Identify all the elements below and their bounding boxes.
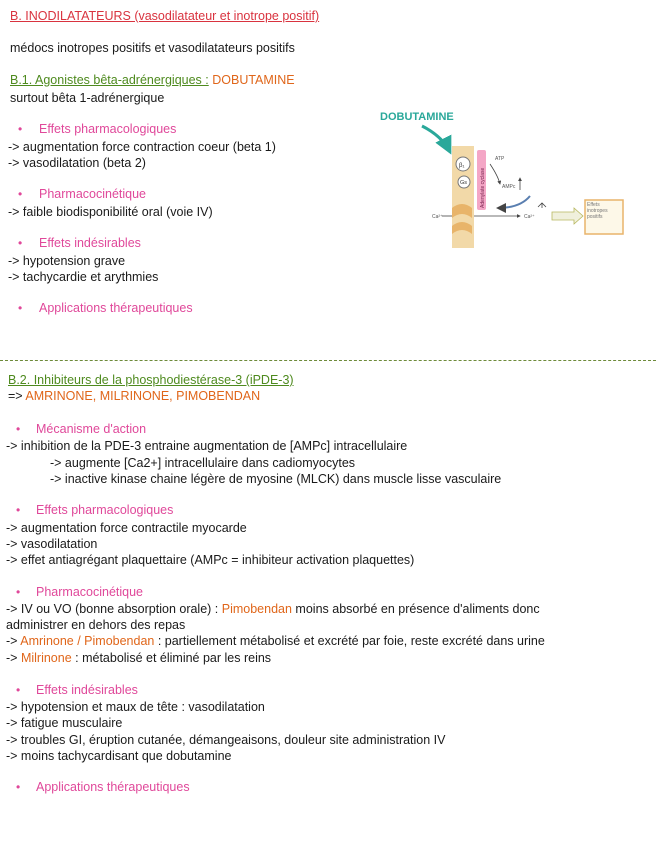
b2-pk-line: [6, 651, 271, 665]
b2-mecanisme-line: -> inhibition de la PDE-3 entraine augmentation de [AMPc] intracellulaire: [6, 439, 408, 453]
ca-out-label: Ca²⁺: [432, 214, 443, 220]
ca-in-label: Ca²⁺: [524, 214, 535, 220]
b1-effets-indesirables-title: Effets indésirables: [39, 236, 141, 250]
section-divider: [0, 360, 656, 361]
b2-pk-drug: Milrinone: [20, 651, 72, 665]
b1-effets-pharmaco-title: Effets pharmacologiques: [39, 122, 177, 136]
b2-effets-indesirables-title: Effets indésirables: [36, 683, 138, 697]
beta-label: β₁: [459, 163, 465, 169]
effect-box-label: Effets inotropes positifs: [587, 202, 608, 220]
drug-arrow-icon: [422, 126, 450, 152]
b1-subtitle: surtout bêta 1-adrénergique: [10, 91, 165, 105]
b2-effet-line: -> augmentation force contractile myocarde: [6, 521, 247, 535]
b2-mecanisme-line: -> augmente [Ca2+] intracellulaire dans cadiomyocytes: [50, 456, 356, 470]
b2-drugs-row: [8, 389, 260, 403]
atp-label: ATP: [495, 156, 505, 162]
b2-pk-text: : métabolisé et éliminé par les reins: [71, 651, 272, 665]
b2-mecanisme-title: Mécanisme d'action: [36, 422, 147, 436]
b1-ei-line: -> hypotension grave: [8, 254, 126, 268]
b2-pk-text: moins absorbé en présence d'aliments donc: [291, 602, 540, 616]
dobutamine-figure: [380, 108, 630, 248]
b2-effet-line: -> effet antiagrégant plaquettaire (AMPc = inhibiteur activation plaquettes): [6, 553, 415, 567]
b2-ei-line: -> moins tachycardisant que dobutamine: [6, 749, 232, 763]
bullet-icon: •: [16, 683, 21, 697]
b1-pk-line: -> faible biodisponibilité oral (voie IV): [8, 205, 213, 219]
feedback-arrow-icon: [498, 196, 530, 208]
b2-pharmacocinetique-title: Pharmacocinétique: [36, 585, 144, 599]
bullet-icon: •: [18, 301, 23, 315]
b2-pk-text: ->: [6, 634, 21, 648]
adenylate-label: Adenylate cyclase: [480, 167, 486, 208]
b1-pharmacocinetique-title: Pharmacocinétique: [39, 187, 147, 201]
b2-drugs: AMRINONE, MILRINONE, PIMOBENDAN: [25, 389, 261, 403]
b1-ei-line: -> tachycardie et arythmies: [8, 270, 159, 284]
b1-effet-line: -> augmentation force contraction coeur (beta 1): [8, 140, 276, 154]
b2-ei-line: -> fatigue musculaire: [6, 716, 123, 730]
b2-applications-title: Applications thérapeutiques: [36, 780, 190, 794]
effect-arrow-icon: [552, 208, 583, 224]
b2-effet-line: -> vasodilatation: [6, 537, 98, 551]
b1-effet-line: -> vasodilatation (beta 2): [8, 156, 146, 170]
b1-drug: DOBUTAMINE: [212, 73, 295, 87]
bullet-icon: •: [16, 585, 21, 599]
ca-up-arrow-icon: [538, 203, 546, 208]
b2-ei-line: -> hypotension et maux de tête : vasodilatation: [6, 700, 265, 714]
gs-label: Gs: [460, 180, 468, 186]
b1-applications-title: Applications thérapeutiques: [39, 301, 193, 315]
figure-title: DOBUTAMINE: [380, 111, 454, 123]
b2-pk-text: -> IV ou VO (bonne absorption orale) :: [6, 602, 222, 616]
bullet-icon: •: [18, 187, 23, 201]
b2-heading: B.2. Inhibiteurs de la phosphodiestérase-3 (iPDE-3): [8, 373, 294, 387]
bullet-icon: •: [16, 422, 21, 436]
b1-heading: B.1. Agonistes bêta-adrénergiques :: [10, 73, 209, 87]
b2-pk-text: : partiellement métabolisé et excrété par foie, reste excrété dans urine: [154, 634, 545, 648]
bullet-icon: •: [18, 122, 23, 136]
b2-pk-drug: Pimobendan: [221, 602, 292, 616]
b2-arrow: =>: [8, 389, 23, 403]
b2-pk-drug: Amrinone / Pimobendan: [20, 634, 155, 648]
bullet-icon: •: [16, 780, 21, 794]
dobutamine-diagram: [380, 108, 630, 248]
b1-heading-row: [10, 73, 295, 87]
b2-pk-text: ->: [6, 651, 21, 665]
b2-pk-line: [6, 602, 540, 616]
section-intro: médocs inotropes positifs et vasodilatateurs positifs: [10, 41, 295, 55]
ampc-label: AMPc: [502, 184, 516, 190]
b2-pk-line: [6, 634, 545, 648]
b2-mecanisme-line: -> inactive kinase chaine légère de myosine (MLCK) dans muscle lisse vasculaire: [50, 472, 502, 486]
bullet-icon: •: [16, 503, 21, 517]
section-title: B. INODILATATEURS (vasodilatateur et inotrope positif): [10, 9, 320, 23]
atp-arrow-icon: [490, 164, 500, 184]
b2-pk-line: administrer en dehors des repas: [6, 618, 186, 632]
b2-effets-pharmaco-title: Effets pharmacologiques: [36, 503, 174, 517]
b2-ei-line: -> troubles GI, éruption cutanée, démangeaisons, douleur site administration IV: [6, 733, 446, 747]
bullet-icon: •: [18, 236, 23, 250]
